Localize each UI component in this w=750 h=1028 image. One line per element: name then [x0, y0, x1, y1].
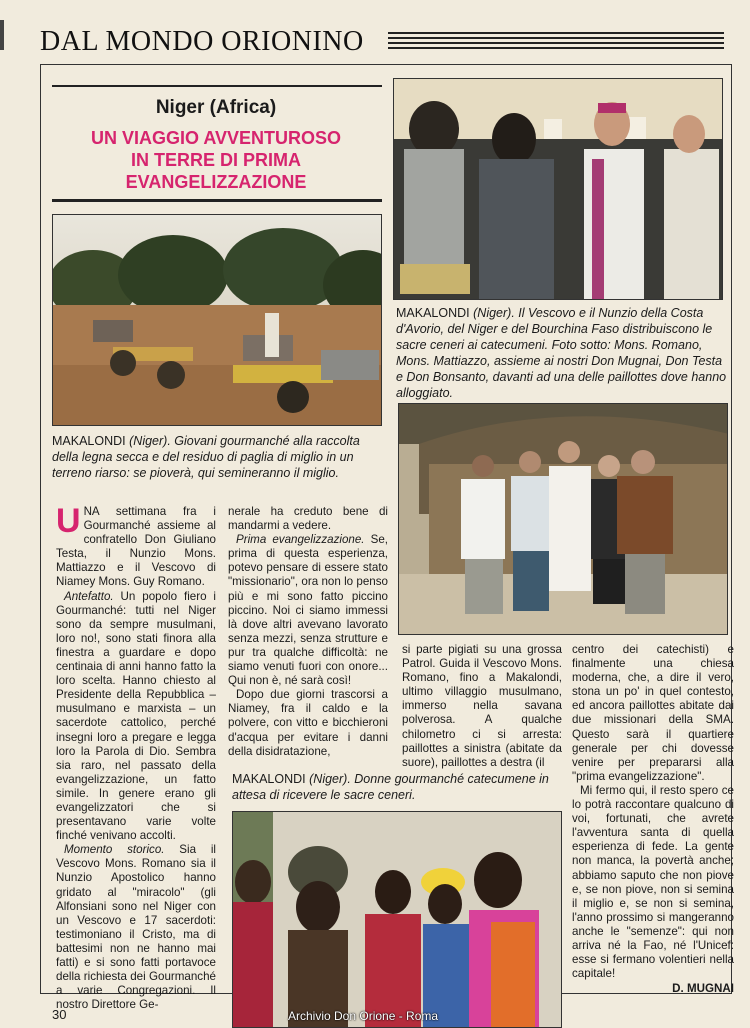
- photo-ashes-ceremony: [393, 78, 723, 300]
- paragraph-intro-text: NA settimana fra i Gourmanché assieme al confratello Don Giuliano Testa, il Nunzio Mons. Mattiazzo e il Vescovo di Niamey Mons. Guy Romano.: [56, 505, 216, 589]
- paragraph-intro: [56, 502, 216, 590]
- paragraph-prima: [228, 533, 388, 688]
- caption-text: Giovani gourmanché alla raccolta della legna secca e del residuo di paglia di miglio in un terreno riarso: se pioverà, qui semineranno il miglio.: [52, 434, 360, 480]
- paragraph-fermo: Mi fermo qui, il resto spero ce lo potrà raccontare qualcuno di voi, fortunati, che avrete l'avventura santa di quella esperienza di fede. La gente non manca, la povertà anche; abbiamo saputo che non piove e, se non piove, non si semina il miglio e, se non si semina, l'anno prossimo si mangeranno anche le "semenze": qui non arriva né la Fao, né l'Unicef: esse si fermano volentieri nella capitale!: [572, 783, 734, 981]
- paragraph-niamey: Dopo due giorni trascorsi a Niamey, fra il caldo e la polvere, con vitto e bicchieroni d'acqua per evitare i danni della disidratazione,: [228, 688, 388, 758]
- subhead-prima: Prima evangelizzazione.: [236, 533, 365, 547]
- article-country: Niger (Africa): [155, 97, 277, 118]
- headline-top-rule: [52, 85, 382, 87]
- header-rules: [388, 32, 724, 52]
- paragraph-prima-text: Se, prima di questa esperienza, potevo pensare di essere stato "missionario", ora non lo penso più e mi sono fatto piccino piccino. Noi ci siamo immessi là dove altri avevano lavorato senza mezzi, senza strutture e pur tra qualche difficoltà: ne siamo venuti fuori con onore... Qui non è, né sarà così!: [228, 533, 388, 688]
- photo-women-catechumens: [232, 811, 562, 1028]
- headline-bottom-rule: [52, 199, 382, 202]
- subhead-momento: Momento storico.: [64, 843, 165, 857]
- photo-carts-savanna: [52, 214, 382, 426]
- paragraph-antefatto: [56, 590, 216, 844]
- author-signature: D. MUGNAI: [672, 982, 734, 996]
- page-number: 30: [52, 1007, 67, 1022]
- section-title: DAL MONDO ORIONINO: [40, 26, 364, 57]
- caption-place: MAKALONDI: [52, 434, 126, 448]
- caption-place: MAKALONDI: [232, 772, 306, 786]
- paragraph-momento-text: Sia il Vescovo Mons. Romano sia il Nunzio Apostolico hanno gridato al "miracolo" (gli Alfonsiani sono nel Niger con un Vescovo e 17 sacerdoti: testimoniano il Cristo, ma di battesimi non ne hanno mai fatti) e si sono fatti portavoce della richiesta dei Gourmanché a varie Congregazioni. Il nostro Direttore Ge-: [56, 843, 216, 1012]
- paragraph-momento: [56, 843, 216, 1012]
- caption-country: (Niger).: [129, 434, 171, 448]
- paragraph-antefatto-text: Un popolo fiero i Gourmanché: tutti nel Niger sono da sempre musulmani, loro no!, sono stati finora alla finestra a guardare e dopo centinaia di anni hanno fatto la loro scelta. Hanno chiesto al Presidente della Repubblica – musulmano e marxista – un sacerdote cattolico, perché insegni loro a pregare e legga loro la Parola di Dio. Sembra sia raro, nel passato della evangelizzazione, un fatto simile. In genere erano gli evangelizzatori che si presentavano varie volte finché venivano accolti.: [56, 589, 216, 843]
- dropcap: U: [56, 502, 81, 540]
- body-column-2: [228, 505, 388, 759]
- body-column-4: [572, 643, 734, 996]
- body-column-3: [402, 643, 562, 770]
- archive-watermark: Archivio Don Orione - Roma: [288, 1009, 439, 1023]
- caption-photo-ceremony: [396, 305, 728, 401]
- caption-photo-women: [232, 771, 552, 803]
- caption-country: (Niger).: [473, 306, 515, 320]
- paragraph-continuation: nerale ha creduto bene di mandarmi a vedere.: [228, 505, 388, 533]
- caption-place: MAKALONDI: [396, 306, 470, 320]
- caption-text: Il Vescovo e il Nunzio della Costa d'Avorio, del Niger e del Bourchina Faso distribuiscono le sacre ceneri ai catecumeni. Foto sotto: Mons. Romano, Mons. Mattiazzo, assieme ai nostri Don Mugnai, Don Testa e Don Bonsanto, davanti ad una delle paillottes dove hanno alloggiato.: [396, 306, 727, 400]
- caption-photo-carts: [52, 433, 387, 481]
- body-column-1: [56, 502, 216, 1012]
- paragraph-patrol: si parte pigiati su una grossa Patrol. Guida il Vescovo Mons. Romano, fino a Makalondi, ultimo villaggio musulmano, immerso nella savana polverosa. A qualche chilometro ci si arresta: paillottes a sinistra (abitate da suore), paillottes a destra (il: [402, 643, 562, 769]
- subhead-antefatto: Antefatto.: [64, 589, 114, 603]
- caption-text: Donne gourmanché catecumene in attesa di ricevere le sacre ceneri.: [232, 772, 549, 802]
- paragraph-chiesa: centro dei catechisti) e finalmente una chiesa moderna, che, a dire il vero, stona un po' in quel contesto, ed ancora paillottes abitate dai due missionari della SMA. Questo sarà il quartiere generale per chi dovesse venire per prepararsi alla "prima evangelizzazione".: [572, 643, 734, 783]
- photo-group-hut: [398, 403, 728, 635]
- article-headline: UN VIAGGIO AVVENTUROSO IN TERRE DI PRIMA EVANGELIZZAZIONE: [90, 128, 342, 192]
- binding-edge: [0, 20, 4, 50]
- caption-country: (Niger).: [309, 772, 351, 786]
